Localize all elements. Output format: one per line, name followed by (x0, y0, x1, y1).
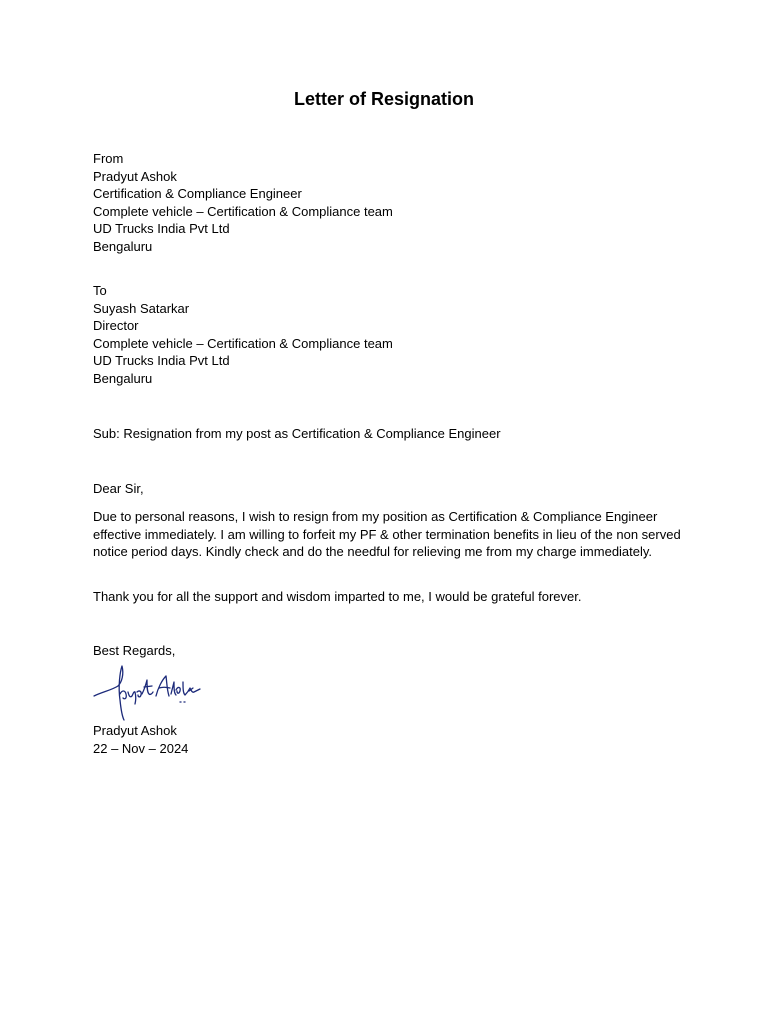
sender-name: Pradyut Ashok (93, 168, 177, 184)
handwritten-signature (92, 660, 202, 724)
salutation: Dear Sir, (93, 481, 144, 496)
from-address-block (93, 150, 683, 255)
sender-city: Bengaluru (93, 238, 153, 254)
signoff-name: Pradyut Ashok (93, 723, 177, 738)
recipient-team: Complete vehicle – Certification & Compliance team (93, 335, 393, 351)
recipient-name: Suyash Satarkar (93, 300, 190, 316)
to-address-block (93, 282, 683, 387)
to-label: To (93, 283, 107, 298)
signoff-date: 22 – Nov – 2024 (93, 740, 189, 756)
recipient-city: Bengaluru (93, 370, 153, 386)
thanks-paragraph: Thank you for all the support and wisdom imparted to me, I would be grateful forever. (93, 589, 582, 604)
sender-team: Complete vehicle – Certification & Compliance team (93, 203, 393, 219)
subject-line: Sub: Resignation from my post as Certification & Compliance Engineer (93, 426, 501, 441)
closing-line: Best Regards, (93, 643, 176, 658)
recipient-designation: Director (93, 318, 139, 333)
recipient-company: UD Trucks India Pvt Ltd (93, 353, 230, 368)
signoff-block (93, 722, 683, 757)
letter-title: Letter of Resignation (293, 89, 474, 109)
body-paragraph: Due to personal reasons, I wish to resign from my position as Certification & Compliance Engineer effective immediately. I am willing to forfeit my PF & other termination benefits in lieu of the non served notice period days. Kindly check and do the needful for relieving me from my charge immediately. (93, 509, 681, 559)
sender-designation: Certification & Compliance Engineer (93, 186, 302, 201)
sender-company: UD Trucks India Pvt Ltd (93, 221, 230, 236)
from-label: From (93, 151, 124, 166)
